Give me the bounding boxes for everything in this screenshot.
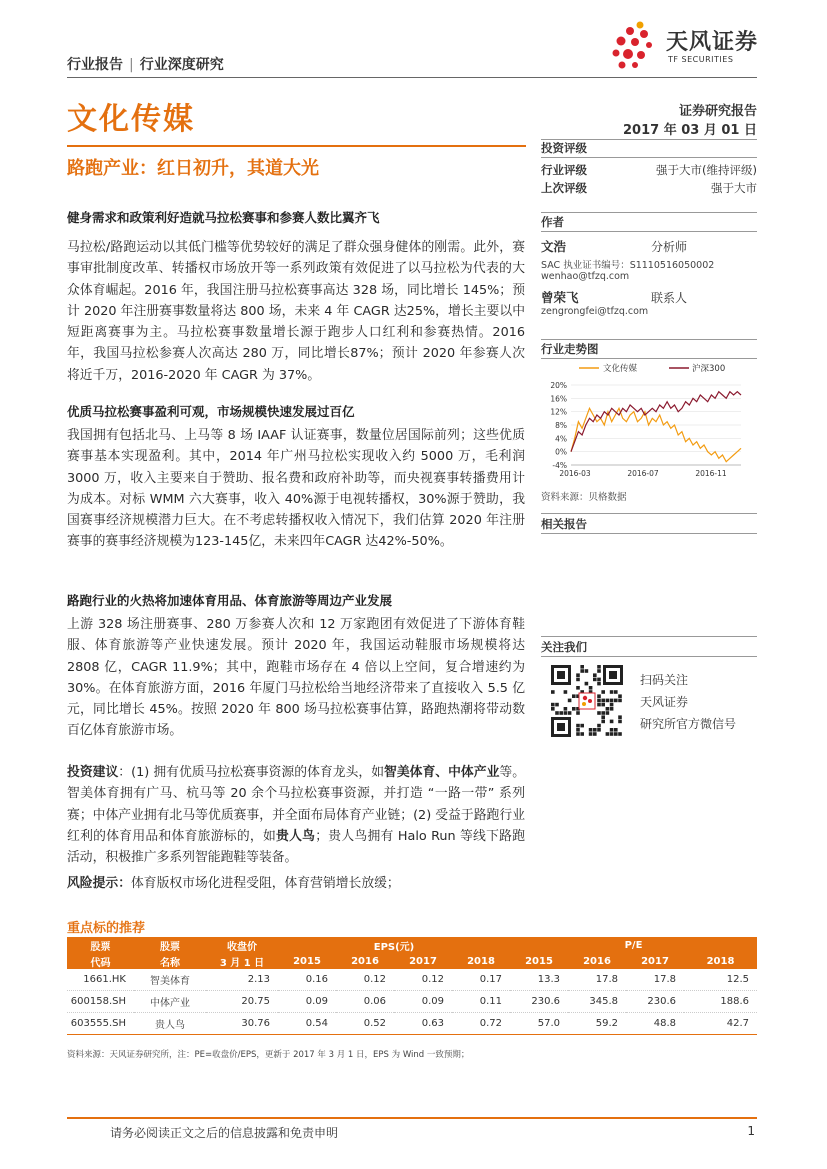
qr-module	[614, 690, 618, 694]
industry-rating-value: 强于大市(维持评级)	[656, 163, 757, 177]
qr-module	[597, 724, 601, 728]
qr-module	[601, 703, 605, 707]
qr-module	[564, 707, 568, 711]
qr-module	[585, 682, 589, 686]
table-header-row	[67, 937, 757, 953]
table-cell: 17.8	[568, 969, 626, 991]
y-tick-label: 20%	[550, 381, 567, 390]
sidebar-divider	[541, 231, 757, 232]
investment-text-2: 等。智美体育拥有广马、杭马等 20 余个马拉松赛事资源，并打造 “一路一带” 系列赛；中体产业拥有北马等优质赛事，并全面布局体育产业链；(2) 受益于路跑行业红利的体育用品和体育旅游标的，如	[67, 765, 526, 844]
col-head-pe: P/E	[510, 937, 757, 953]
table-cell: 20.75	[206, 991, 278, 1013]
qr-module	[576, 678, 580, 682]
table-cell: 0.72	[452, 1013, 510, 1035]
qr-module	[580, 724, 584, 728]
x-tick-label: 2016-03	[559, 469, 591, 478]
author-1-role: 分析师	[651, 240, 688, 254]
table-subheader-row	[67, 953, 757, 969]
qr-module	[568, 699, 572, 703]
qr-module	[593, 678, 597, 682]
qr-module	[572, 694, 576, 698]
qr-module	[601, 699, 605, 703]
x-tick-label: 2016-07	[627, 469, 659, 478]
table-cell: 13.3	[510, 969, 568, 991]
stock-table	[67, 937, 757, 1035]
risk-warning	[67, 873, 525, 894]
qr-module	[551, 703, 555, 707]
risk-text: 体育版权市场化进程受阻，体育营销增长放缓；	[130, 876, 400, 891]
qr-module	[555, 711, 559, 715]
qr-module	[576, 673, 580, 677]
investment-label: 投资建议	[67, 765, 119, 780]
sidebar-divider	[541, 636, 757, 637]
col-subhead: 2018	[684, 953, 757, 969]
investment-text-1: ：(1) 拥有优质马拉松赛事资源的体育龙头，如	[118, 765, 385, 780]
table-cell: 57.0	[510, 1013, 568, 1035]
header-divider	[67, 77, 757, 78]
trend-chart	[541, 359, 757, 485]
qr-module	[614, 728, 618, 732]
qr-module	[597, 678, 601, 682]
qr-module	[618, 732, 622, 736]
author-2-role: 联系人	[651, 291, 688, 305]
sidebar-divider	[541, 656, 757, 657]
qr-module	[601, 715, 605, 719]
qr-module	[597, 728, 601, 732]
qr-module	[597, 711, 601, 715]
qr-code-icon[interactable]	[549, 663, 625, 739]
table-row	[67, 1013, 757, 1035]
table-cell: 603555.SH	[67, 1013, 134, 1035]
x-tick-label: 2016-11	[695, 469, 727, 478]
y-tick-label: 0%	[555, 447, 567, 457]
table-note: 资料来源：天风证券研究所，注：PE=收盘价/EPS，更新于 2017 年 3 月 1 日，EPS 为 Wind 一致预期；	[67, 1050, 470, 1060]
qr-module	[601, 711, 605, 715]
trend-heading: 行业走势图	[541, 342, 599, 356]
qr-module	[576, 724, 580, 728]
col-head-close: 收盘价	[206, 937, 278, 953]
sidebar-divider	[541, 533, 757, 534]
qr-module	[614, 732, 618, 736]
table-row	[67, 991, 757, 1013]
qr-module	[551, 690, 555, 694]
qr-module	[580, 669, 584, 673]
table-cell: 0.12	[336, 969, 394, 991]
table-cell: 42.7	[684, 1013, 757, 1035]
qr-module	[576, 728, 580, 732]
table-cell: 59.2	[568, 1013, 626, 1035]
investment-text-3: ；贵人鸟拥有 Halo Run 等线下路跑活动，积极推广多系列智能跑鞋等装备。	[67, 828, 525, 866]
col-subhead: 2018	[452, 953, 510, 969]
logo-text: 天风证券	[666, 30, 759, 55]
report-date: 2017 年 03 月 01 日	[623, 123, 757, 138]
table-cell: 230.6	[510, 991, 568, 1013]
legend-label-hs300: 沪深300	[692, 364, 726, 374]
logo-text-en: TF SECURITIES	[668, 55, 734, 64]
qr-module	[597, 699, 601, 703]
y-tick-label: 16%	[550, 394, 567, 404]
qr-module	[576, 711, 580, 715]
col-subhead: 2015	[510, 953, 568, 969]
table-cell: 0.16	[278, 969, 336, 991]
qr-module	[564, 690, 568, 694]
qr-module	[589, 686, 593, 690]
qr-module	[606, 711, 610, 715]
table-cell: 0.11	[452, 991, 510, 1013]
qr-module	[610, 728, 614, 732]
col-subhead: 代码	[67, 953, 134, 969]
table-cell: 600158.SH	[67, 991, 134, 1013]
footer-divider	[67, 1117, 757, 1119]
qr-module	[601, 720, 605, 724]
chart-source: 资料来源：贝格数据	[541, 492, 627, 503]
author-2-email[interactable]: zengrongfei@tfzq.com	[541, 306, 649, 317]
y-tick-label: 4%	[555, 434, 567, 444]
report-subtitle: 路跑产业：红日初升，其道大光	[67, 158, 319, 179]
industry-rating-label: 行业评级	[541, 163, 587, 177]
qr-module	[551, 707, 555, 711]
author-2-name: 曾荣飞	[541, 290, 579, 305]
qr-module	[597, 665, 601, 669]
qr-module	[597, 703, 601, 707]
table-cell: 0.09	[394, 991, 452, 1013]
table-cell: 0.52	[336, 1013, 394, 1035]
y-tick-label: 8%	[555, 421, 567, 430]
sidebar-divider	[541, 157, 757, 158]
col-subhead: 2015	[278, 953, 336, 969]
section-title-1: 健身需求和政策利好造就马拉松赛事和参赛人数比翼齐飞	[67, 210, 380, 225]
table-cell: 0.63	[394, 1013, 452, 1035]
qr-module	[610, 720, 614, 724]
table-title: 重点标的推荐	[67, 921, 146, 936]
table-cell: 贵人鸟	[134, 1013, 206, 1035]
report-category	[67, 54, 224, 74]
category-label: 行业报告	[67, 57, 123, 73]
table-row	[67, 969, 757, 991]
legend-label-media: 文化传媒	[603, 364, 638, 374]
col-head-stock2: 股票	[134, 937, 206, 953]
qr-module	[610, 707, 614, 711]
col-subhead: 2016	[336, 953, 394, 969]
qr-module	[618, 720, 622, 724]
qr-module	[568, 711, 572, 715]
table-cell: 中体产业	[134, 991, 206, 1013]
qr-module	[576, 686, 580, 690]
col-subhead: 2016	[568, 953, 626, 969]
table-cell: 0.09	[278, 991, 336, 1013]
qr-module	[589, 732, 593, 736]
qr-module	[610, 732, 614, 736]
sidebar-divider	[541, 212, 757, 213]
table-cell: 230.6	[626, 991, 684, 1013]
follow-heading: 关注我们	[541, 640, 587, 654]
qr-module	[593, 728, 597, 732]
col-subhead: 2017	[394, 953, 452, 969]
author-1-name: 文浩	[541, 239, 567, 254]
table-cell: 17.8	[626, 969, 684, 991]
section-text-2: 我国拥有包括北马、上马等 8 场 IAAF 认证赛事，数量位居国际前列；这些优质赛事基本实现盈利。其中，2014 年广州马拉松实现收入约 5000 万，毛利润 3000 万，收入主要来自于赞助、报名费和政府补助等，而央视赛事转播费用计为成本。对标 WMM 六大赛事，收入 40%源于电视转播权，30%源于赞助，我国赛事经济规模潜力巨大。在不考虑转播权收入情况下，我们估算 2020 年注册赛事的赛事经济规模为123-145亿，未来四年CAGR 达42%-50%。	[67, 428, 525, 550]
col-subhead: 3 月 1 日	[206, 953, 278, 969]
footer-disclaimer[interactable]: 请务必阅读正文之后的信息披露和免责申明	[110, 1126, 339, 1140]
qr-module	[555, 703, 559, 707]
table-cell: 30.76	[206, 1013, 278, 1035]
previous-rating-label: 上次评级	[541, 181, 587, 195]
qr-module	[593, 673, 597, 677]
qr-module	[589, 728, 593, 732]
sidebar-divider	[541, 513, 757, 514]
title-underline	[67, 145, 526, 147]
previous-rating-value: 强于大市	[711, 181, 757, 195]
table-cell: 345.8	[568, 991, 626, 1013]
qr-module	[610, 699, 614, 703]
qr-module	[585, 669, 589, 673]
section-text-1: 马拉松/路跑运动以其低门槛等优势较好的满足了群众强身健体的刚需。此外，赛事审批制度改革、转播权市场放开等一系列政策有效促进了以马拉松为代表的大众体育崛起。2016 年，我国注册马拉松赛事高达 328 场，同比增长 145%；预计 2020 年注册赛事数量将达 800 场，未来 4 年 CAGR 达25%，增长主要以中短距离赛事为主。马拉松赛事数量增长源于跑步人口红利和参赛热情。2016 年，我国马拉松参赛人次高达 280 万，同比增长87%；预计 2020 年参赛人次将近千万，2016-2020 年 CAGR 为 37%。	[67, 240, 525, 383]
qr-module	[580, 665, 584, 669]
col-subhead: 名称	[134, 953, 206, 969]
table-cell: 12.5	[684, 969, 757, 991]
qr-module	[572, 707, 576, 711]
section-title-2: 优质马拉松赛事盈利可观，市场规模快速发展过百亿	[67, 404, 355, 419]
sidebar-divider	[541, 339, 757, 340]
report-type: 证券研究报告	[678, 104, 757, 119]
qr-module	[593, 732, 597, 736]
related-reports-heading[interactable]: 相关报告	[541, 517, 587, 531]
qr-module	[576, 732, 580, 736]
investment-stocks-2: 贵人鸟	[276, 828, 316, 844]
section-text-3: 上游 328 场注册赛事、280 万参赛人次和 12 万家跑团有效促进了下游体育鞋服、体育旅游等产业快速发展。预计 2020 年，我国运动鞋服市场规模将达 2808 亿，CAGR 11.9%；其中，跑鞋市场存在 4 倍以上空间，复合增速约为 30%。在体育旅游方面，2016 年厦门马拉松给当地经济带来了直接收入 5.5 亿元，同比增长 45%。按照 2020 年 800 场马拉松赛事估算，路跑热潮将带动数百亿体育旅游市场。	[67, 617, 525, 739]
author-1-cert: SAC 执业证书编号：S1110516050002	[541, 260, 715, 271]
table-cell: 0.54	[278, 1013, 336, 1035]
author-heading: 作者	[541, 215, 564, 229]
col-head-eps: EPS(元)	[278, 937, 510, 953]
qr-module	[614, 699, 618, 703]
col-head-stock: 股票	[67, 937, 134, 953]
category-separator: |	[129, 57, 134, 73]
table-cell: 0.17	[452, 969, 510, 991]
qr-module	[610, 703, 614, 707]
table-cell: 0.06	[336, 991, 394, 1013]
investment-advice	[67, 762, 525, 868]
qr-module	[559, 711, 563, 715]
qr-module	[564, 711, 568, 715]
qr-module	[618, 715, 622, 719]
sector-title: 文化传媒	[67, 102, 195, 137]
y-tick-label: 12%	[550, 407, 567, 417]
qr-module	[601, 690, 605, 694]
qr-module	[580, 732, 584, 736]
qr-module	[618, 699, 622, 703]
qr-module	[597, 682, 601, 686]
qr-module	[597, 694, 601, 698]
qr-module	[597, 669, 601, 673]
page-number: 1	[747, 1124, 755, 1138]
qr-module	[606, 699, 610, 703]
qr-module	[610, 690, 614, 694]
qr-caption-3: 研究所官方微信号	[640, 717, 737, 731]
qr-module	[618, 694, 622, 698]
investment-stocks-1: 智美体育、中体产业	[384, 765, 500, 780]
author-1-email[interactable]: wenhao@tfzq.com	[541, 271, 630, 282]
qr-module	[606, 707, 610, 711]
section-title-3: 路跑行业的火热将加速体育用品、体育旅游等周边产业发展	[67, 593, 393, 608]
qr-module	[606, 732, 610, 736]
table-cell: 188.6	[684, 991, 757, 1013]
y-tick-label: -4%	[552, 461, 567, 470]
table-cell: 1661.HK	[67, 969, 134, 991]
col-subhead: 2017	[626, 953, 684, 969]
qr-caption-2: 天风证券	[640, 695, 689, 709]
table-cell: 2.13	[206, 969, 278, 991]
rating-heading: 投资评级	[541, 141, 587, 155]
risk-label: 风险提示：	[67, 876, 131, 891]
qr-caption-1: 扫码关注	[640, 673, 689, 687]
table-cell: 智美体育	[134, 969, 206, 991]
table-cell: 48.8	[626, 1013, 684, 1035]
table-cell: 0.12	[394, 969, 452, 991]
subcategory-label: 行业深度研究	[139, 57, 224, 73]
